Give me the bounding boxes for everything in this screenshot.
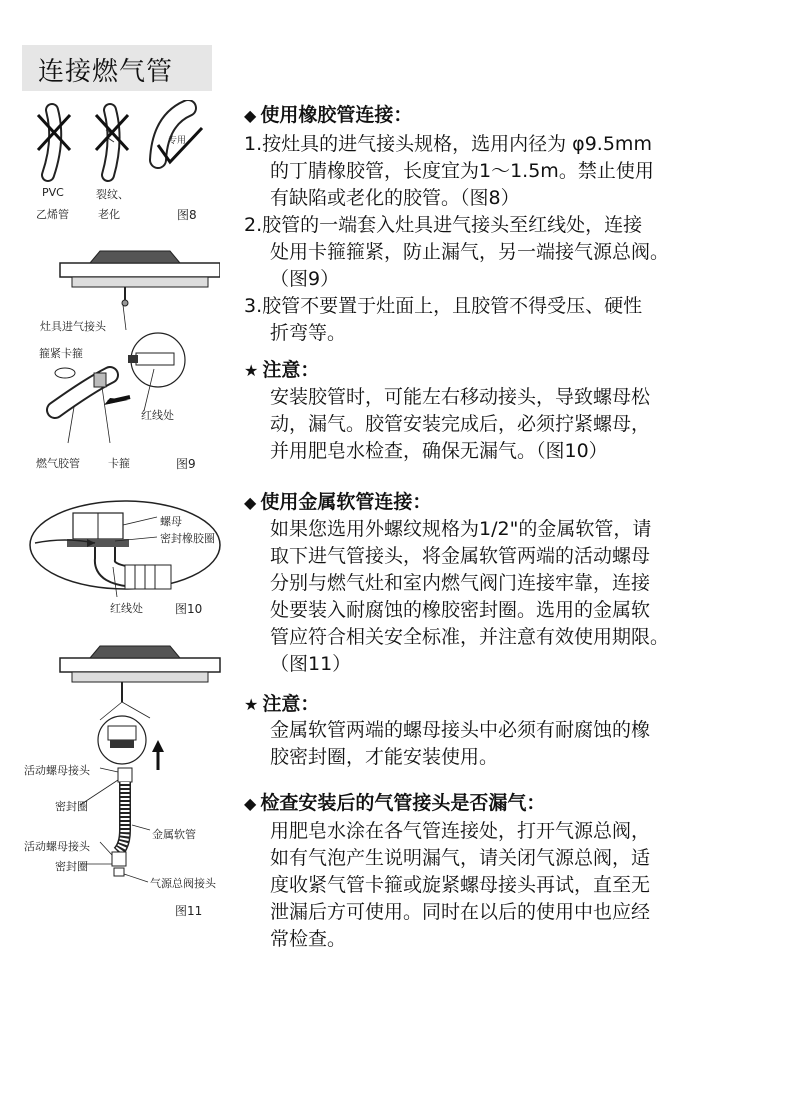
rubber-item-2: 2.胶管的一端套入灶具进气接头至红线处，连接 处用卡箍箍紧，防止漏气，另一端接气源总阀。 （图9） <box>244 214 670 290</box>
rubber-hose-heading: ◆ 使用橡胶管连接： <box>244 104 413 126</box>
fig9-gas-hose-label: 燃气胶管 <box>36 457 80 470</box>
fig11-nut2-label: 活动螺母接头 <box>24 840 90 853</box>
fig10-nut-label: 螺母 <box>160 515 182 528</box>
note1-heading: ★ 注意： <box>244 359 320 381</box>
diamond-icon: ◆ <box>244 493 257 512</box>
rubber-item-1: 1.按灶具的进气接头规格，选用内径为 φ9.5mm 的丁腈橡胶管，长度宜为1～1.5m。禁止使用 有缺陷或老化的胶管。（图8） <box>244 133 654 209</box>
check-heading: ◆ 检查安装后的气管接头是否漏气： <box>244 792 546 814</box>
fig10-illustration <box>25 495 225 605</box>
fig9-inlet-label: 灶具进气接头 <box>40 320 106 333</box>
fig11-seal1-label: 密封圈 <box>55 800 88 813</box>
fig11-number: 图11 <box>175 904 203 918</box>
note1-text: 安装胶管时，可能左右移动接头，导致螺母松 动，漏气。胶管安装完成后，必须拧紧螺母， 并用肥皂水检查，确保无漏气。（图10） <box>270 386 651 462</box>
star-icon: ★ <box>244 695 259 714</box>
fig11-seal2-label: 密封圈 <box>55 860 88 873</box>
fig10-seal-label: 密封橡胶圈 <box>160 532 215 545</box>
fig8-number: 图8 <box>177 208 197 222</box>
diamond-icon: ◆ <box>244 794 257 813</box>
fig9-clamp-label: 卡箍 <box>108 457 130 470</box>
fig9-number: 图9 <box>176 457 196 471</box>
fig8-pvc-label-2: 乙烯管 <box>36 208 69 221</box>
note2-heading: ★ 注意： <box>244 693 320 715</box>
star-icon: ★ <box>244 361 259 380</box>
fig9-red-line-label: 红线处 <box>141 409 174 422</box>
fig8-pvc-label-1: PVC <box>42 186 64 199</box>
fig11-metal-hose-label: 金属软管 <box>152 828 196 841</box>
fig11-valve-label: 气源总阀接头 <box>150 877 216 890</box>
fig8-crack-label-1: 裂纹、 <box>96 188 129 201</box>
rubber-item-3: 3.胶管不要置于灶面上，且胶管不得受压、硬性 折弯等。 <box>244 295 643 344</box>
metal-hose-text: 如果您选用外螺纹规格为1/2"的金属软管，请 取下进气管接头，将金属软管两端的活动螺母 分别与燃气灶和室内燃气阀门连接牢靠，连接 处要装入耐腐蚀的橡胶密封圈。选用的金属软 管应符合相关安全标准，并注意有效使用期限。 （图11） <box>270 518 670 675</box>
page-title: 连接燃气管 <box>38 57 174 87</box>
rubber-hose-items <box>244 131 779 347</box>
fig11-nut1-label: 活动螺母接头 <box>24 764 90 777</box>
check-text: 用肥皂水涂在各气管连接处，打开气源总阀， 如有气泡产生说明漏气，请关闭气源总阀，适 度收紧气管卡箍或旋紧螺母接头再试，直至无 泄漏后方可使用。同时在以后的使用中也应经 常检查。 <box>270 820 651 950</box>
diamond-icon: ◆ <box>244 106 257 125</box>
fig9-clamp-tight-label: 箍紧卡箍 <box>39 347 83 360</box>
fig8-crack-label-2: 老化 <box>98 208 120 221</box>
fig8-special-label: 专用 <box>168 136 187 146</box>
fig10-number: 图10 <box>175 602 203 616</box>
fig10-red-line-label: 红线处 <box>110 602 143 615</box>
note2-text: 金属软管两端的螺母接头中必须有耐腐蚀的橡 胶密封圈，才能安装使用。 <box>270 719 651 768</box>
metal-hose-heading: ◆ 使用金属软管连接： <box>244 491 432 513</box>
